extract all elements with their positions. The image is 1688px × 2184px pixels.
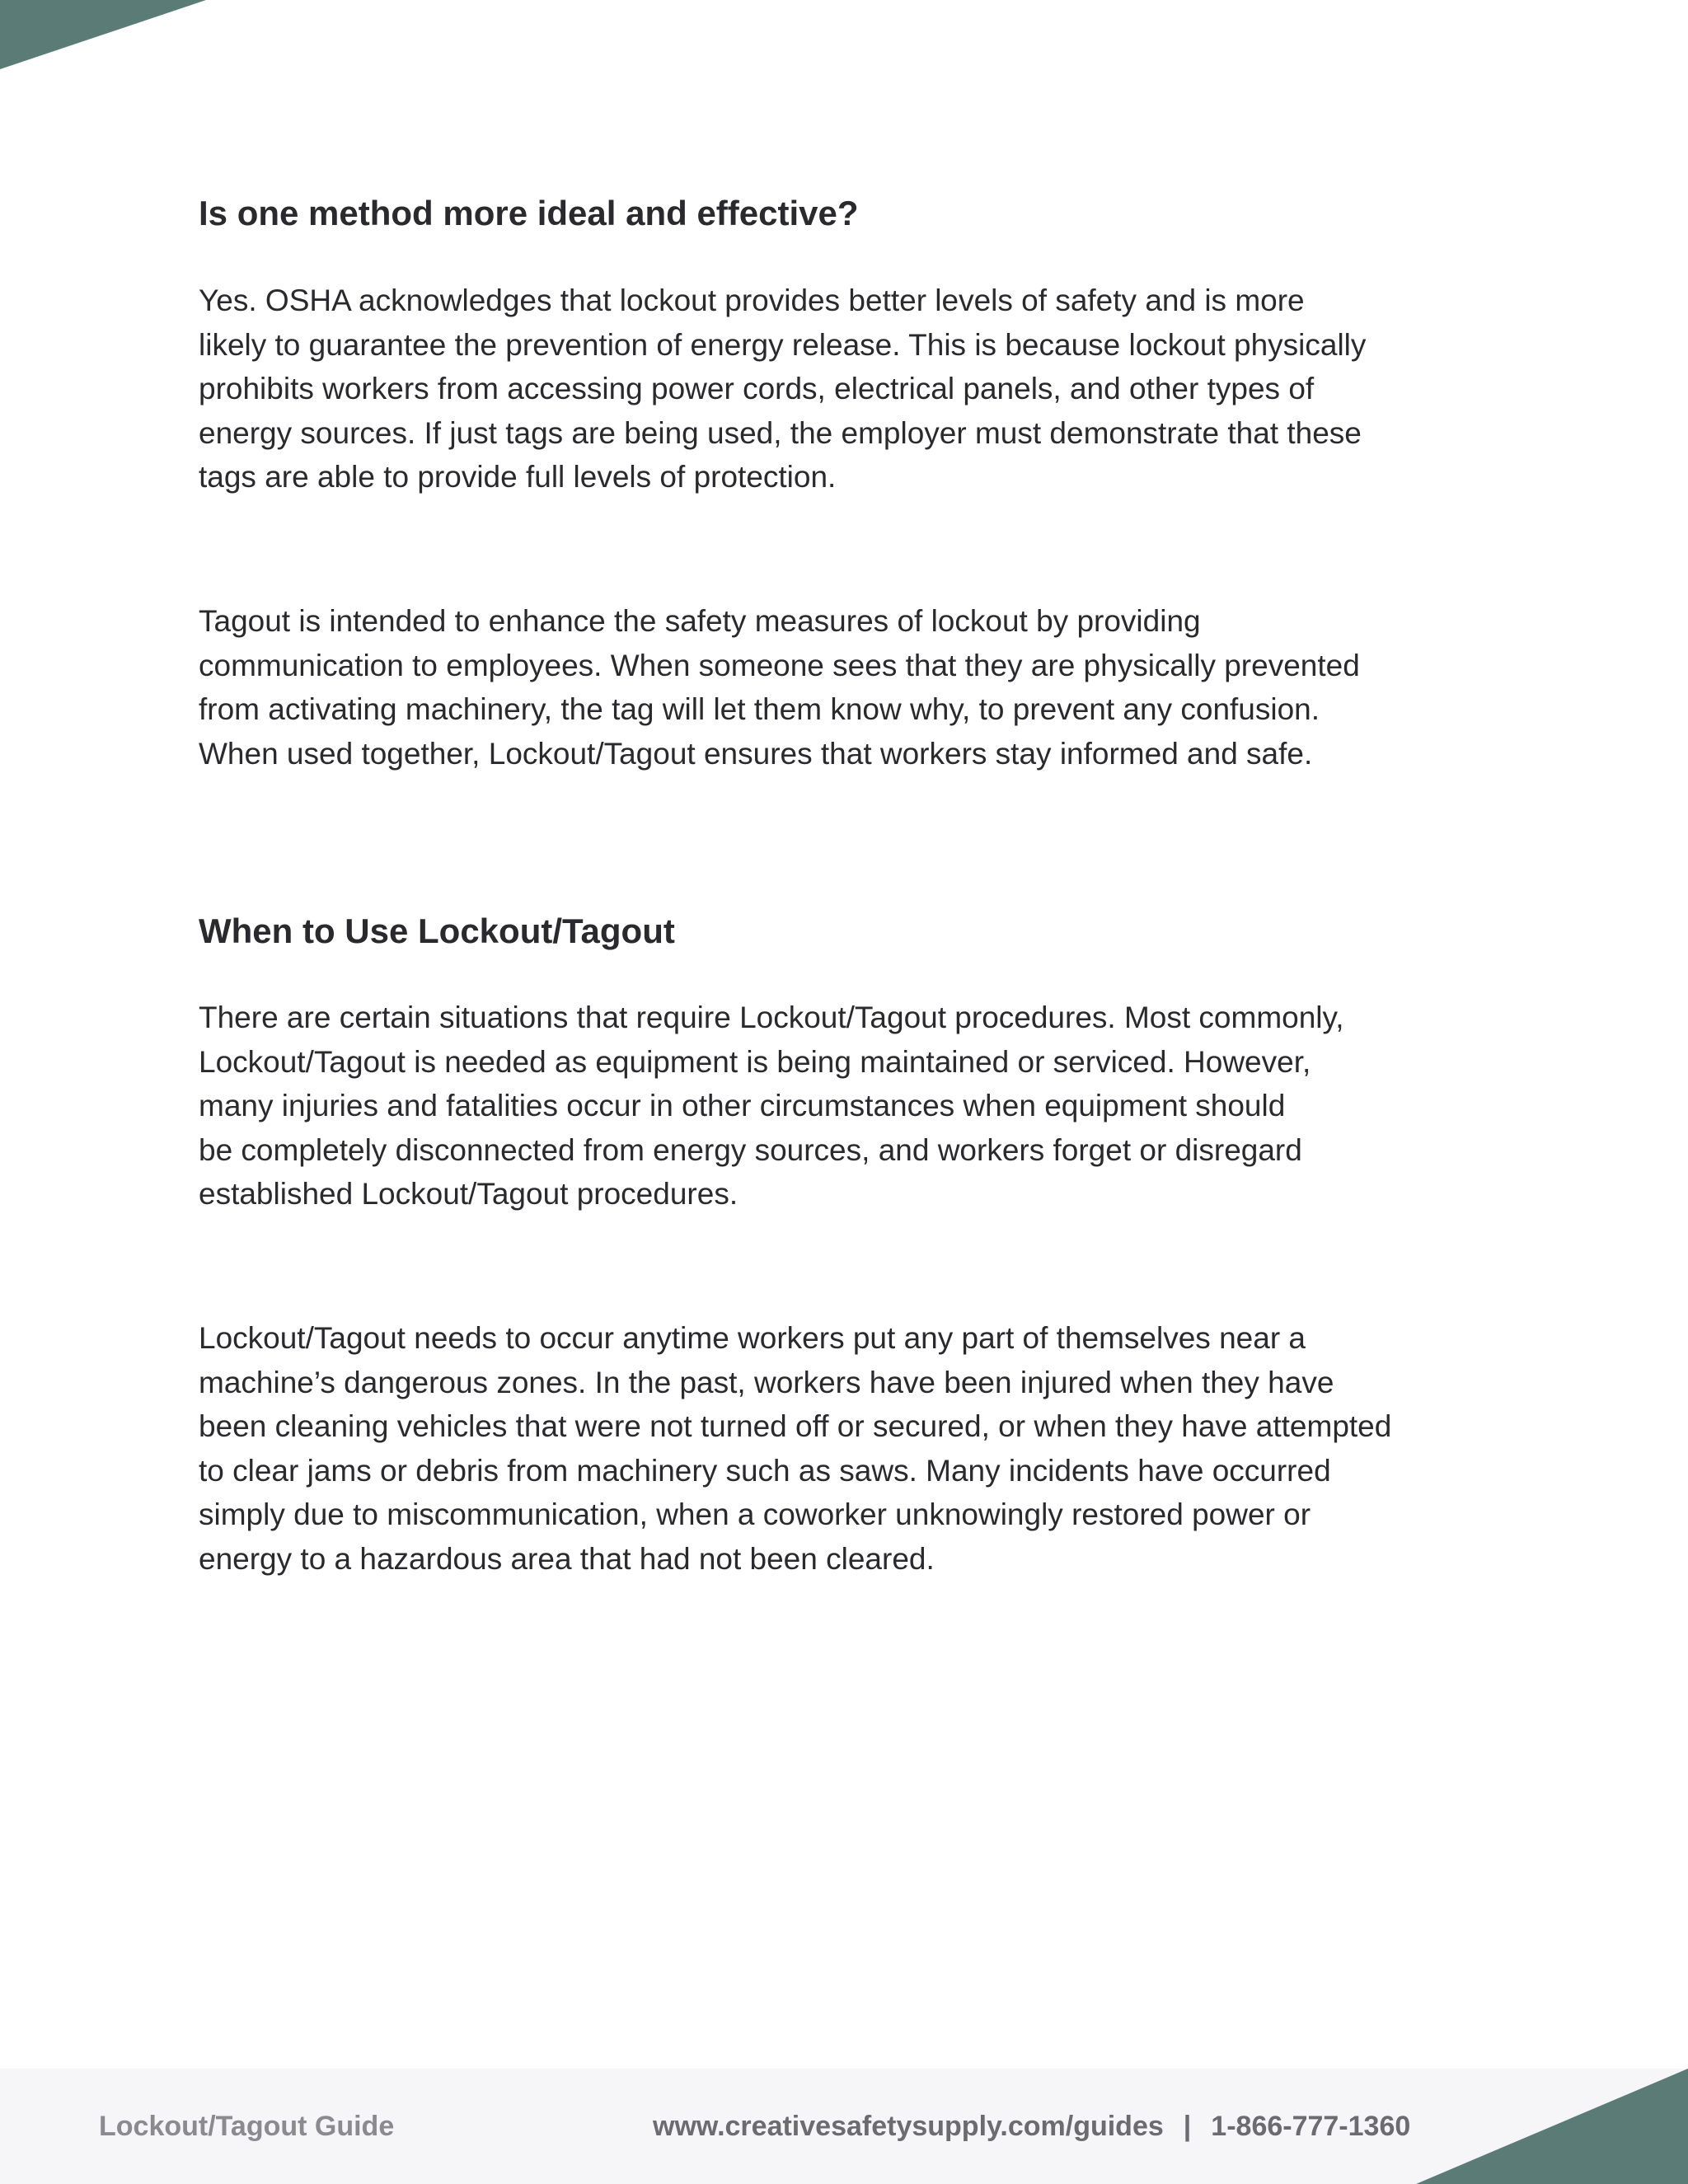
paragraph-line: Tagout is intended to enhance the safety measures of lockout by providing [199,604,1201,638]
paragraph-line: been cleaning vehicles that were not turned off or secured, or when they have attempted [199,1409,1392,1443]
paragraph-line: simply due to miscommunication, when a coworker unknowingly restored power or [199,1497,1311,1531]
corner-accent-top [0,0,206,69]
paragraph-dangerous-zones [199,1316,1391,1581]
paragraph-line: energy to a hazardous area that had not been cleared. [199,1541,935,1576]
paragraph-tagout-intent [199,599,1360,776]
section-heading-method: Is one method more ideal and effective? [199,194,859,232]
paragraph-line: established Lockout/Tagout procedures. [199,1177,738,1211]
paragraph-line: When used together, Lockout/Tagout ensures that workers stay informed and safe. [199,736,1313,771]
paragraph-line: likely to guarantee the prevention of energy release. This is because lockout physically [199,327,1367,362]
paragraph-osha-lockout [199,279,1366,499]
footer-contact [653,2108,1410,2144]
paragraph-line: from activating machinery, the tag will let them know why, to prevent any confusion. [199,692,1320,726]
paragraph-line: tags are able to provide full levels of protection. [199,460,837,494]
footer-separator: | [1183,2111,1192,2142]
paragraph-line: be completely disconnected from energy sources, and workers forget or disregard [199,1132,1302,1167]
paragraph-line: to clear jams or debris from machinery such as saws. Many incidents have occurred [199,1453,1331,1488]
paragraph-situations [199,996,1344,1216]
paragraph-line: energy sources. If just tags are being used, the employer must demonstrate that these [199,415,1362,450]
paragraph-line: Lockout/Tagout is needed as equipment is being maintained or serviced. However, [199,1044,1311,1079]
footer-guide-title: Lockout/Tagout Guide [99,2111,395,2142]
section-heading-when-to-use: When to Use Lockout/Tagout [199,912,675,950]
footer-url-link[interactable]: www.creativesafetysupply.com/guides [653,2111,1164,2142]
paragraph-line: many injuries and fatalities occur in other circumstances when equipment should [199,1089,1286,1122]
paragraph-line: prohibits workers from accessing power cords, electrical panels, and other types of [199,372,1315,405]
corner-accent-bottom [1416,2069,1688,2184]
paragraph-line: There are certain situations that require Lockout/Tagout procedures. Most commonly, [199,1001,1344,1034]
paragraph-line: Yes. OSHA acknowledges that lockout provides better levels of safety and is more [199,284,1305,317]
paragraph-line: machine’s dangerous zones. In the past, workers have been injured when they have [199,1365,1334,1399]
paragraph-line: communication to employees. When someone sees that they are physically prevented [199,648,1360,682]
footer-phone: 1-866-777-1360 [1211,2111,1411,2142]
paragraph-line: Lockout/Tagout needs to occur anytime workers put any part of themselves near a [199,1321,1306,1355]
